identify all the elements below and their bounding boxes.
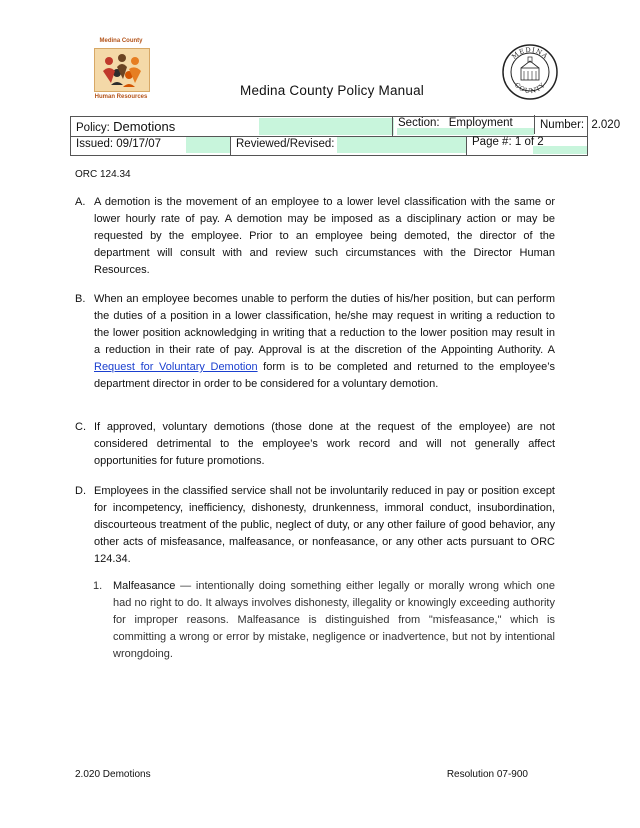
sub-item-term: Malfeasance [113, 580, 176, 592]
issued-label: Issued: [76, 138, 114, 150]
paragraph-d [75, 483, 555, 568]
paragraph-text-before: When an employee becomes unable to perform the duties of his/her position, but can perform the duties of a position in a lower classification, he/she may request in writing a reduction to the lower position acknowledging in writing that a reduction to the lower position may result in a reduction in their rate of pay. Approval is at the discretion of the Appointing Authority. A [94, 293, 555, 356]
paragraph-letter: C. [75, 421, 86, 433]
page-cell [467, 134, 587, 153]
seal-top-text: MEDINA [510, 45, 550, 61]
paragraph-a [75, 194, 555, 279]
logo-bottom-text: Human Resources [94, 94, 148, 100]
reviewed-cell [231, 136, 467, 155]
paragraph-text [94, 291, 555, 393]
policy-value: Demotions [113, 119, 176, 134]
section-value: Employment [448, 117, 513, 129]
policy-cell [71, 117, 393, 136]
footer-resolution: Resolution 07-900 [446, 769, 528, 780]
policy-label: Policy: [76, 122, 110, 134]
issued-cell [71, 136, 231, 155]
seal-bottom-text: COUNTY [512, 80, 548, 96]
paragraph-c [75, 419, 555, 470]
section-label: Section: [398, 117, 440, 129]
request-voluntary-demotion-link[interactable]: Request for Voluntary Demotion [94, 361, 258, 373]
paragraph-text: Employees in the classified service shall not be involuntarily reduced in pay or position except for incompetency, inefficiency, dishonesty, drunkenness, immoral conduct, insubordination, discourteous treatment of the public, neglect of duty, or any other failure of good behavior, any other acts of misfeasance, malfeasance, or nonfeasance, or any other acts pursuant to ORC 124.34. [94, 485, 555, 565]
logo-top-text: Medina County [99, 38, 143, 44]
footer-policy-name: 2.020 Demotions [75, 769, 151, 780]
number-label: Number: [540, 119, 585, 131]
section-cell [393, 115, 535, 134]
reviewed-label: Reviewed/Revised: [236, 138, 335, 150]
county-seal-icon [502, 44, 558, 100]
orc-reference: ORC 124.34 [75, 169, 131, 180]
number-value: 2.020 [591, 119, 621, 131]
paragraph-letter: A. [75, 196, 86, 208]
paragraph-text: If approved, voluntary demotions (those done at the request of the employee) are not considered detrimental to the employee’s work record and will not generally affect opportunities for future promotions. [94, 421, 555, 467]
paragraph-text-after: form is to be completed and returned to the employee’s department director in order to be considered for a voluntary demotion. [94, 361, 555, 390]
sub-item-definition: — intentionally doing something either legally or morally wrong which one had no right to do. It always involves dishonesty, illegality or knowingly exceeding authority for improper reasons. Malfeasance is distinguished from "misfeasance," which is committing a wrong or error by mistake, negligence or inadvertence, but not by intentional wrongdoing. [113, 580, 555, 660]
paragraph-letter: D. [75, 485, 86, 497]
page-label: Page #: [472, 136, 512, 148]
logo-figures-icon [94, 48, 150, 92]
paragraph-letter: B. [75, 293, 86, 305]
page-value: 1 of 2 [514, 136, 544, 148]
issued-value: 09/17/07 [116, 138, 162, 150]
document-title: Medina County Policy Manual [240, 83, 424, 98]
sub-item-text [113, 578, 555, 663]
info-row-2 [71, 136, 587, 155]
hr-logo [90, 38, 152, 106]
paragraph-text: A demotion is the movement of an employee to a lower level classification with the same or lower hourly rate of pay. A demotion may be imposed as a disciplinary action or may be requested by the employee. Prior to an employee being demoted, the director of the department will consult with and review such circumstances with the Director Human Resources. [94, 196, 555, 276]
sub-item-number: 1. [93, 580, 103, 592]
svg-text:COUNTY [513, 81, 547, 95]
policy-info-table [70, 116, 621, 156]
sub-item-malfeasance [93, 578, 555, 663]
paragraph-b [75, 291, 555, 393]
